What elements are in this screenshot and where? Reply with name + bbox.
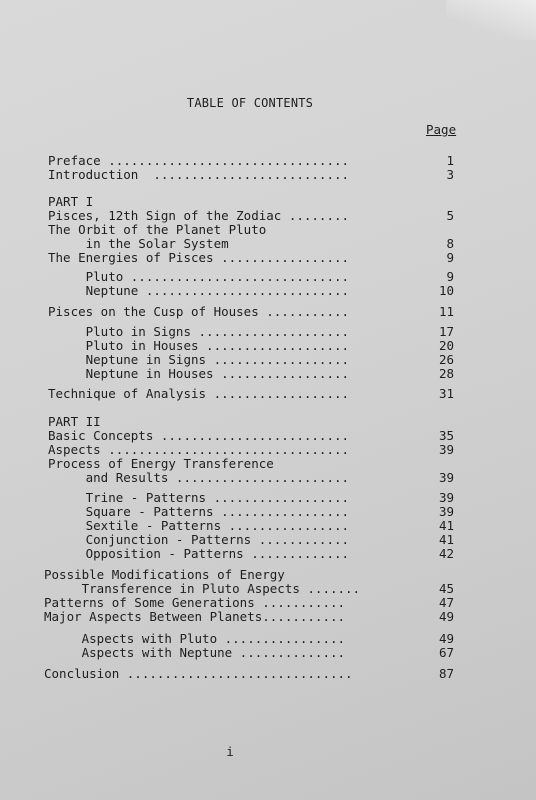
toc-entry-conjunction-patterns: Conjunction - Patterns ............ bbox=[48, 532, 350, 547]
toc-entry-pisces-cusp-houses: Pisces on the Cusp of Houses ........... bbox=[48, 304, 350, 319]
toc-page-neptune: 10 bbox=[438, 283, 454, 298]
toc-page-conjunction-patterns: 41 bbox=[438, 532, 454, 547]
toc-page-energies-of-pisces: 9 bbox=[446, 250, 454, 265]
toc-entry-neptune-in-houses: Neptune in Houses ................. bbox=[48, 366, 350, 381]
toc-page-pluto-in-signs: 17 bbox=[438, 324, 454, 339]
toc-entry-aspects-with-neptune: Aspects with Neptune .............. bbox=[44, 645, 346, 660]
toc-entry-pluto-in-houses: Pluto in Houses ................... bbox=[48, 338, 350, 353]
toc-page-neptune-in-houses: 28 bbox=[438, 366, 454, 381]
toc-entry-process-energy-transference: Process of Energy Transference bbox=[48, 456, 274, 471]
toc-page-pluto: 9 bbox=[446, 269, 454, 284]
toc-entry-opposition-patterns: Opposition - Patterns ............. bbox=[48, 546, 350, 561]
page-column-header: Page bbox=[426, 122, 457, 137]
toc-page-pisces-cusp-houses: 11 bbox=[438, 304, 454, 319]
toc-entry-aspects-with-pluto: Aspects with Pluto ................ bbox=[44, 631, 346, 646]
toc-page-aspects: 39 bbox=[438, 442, 454, 457]
toc-page-pluto-in-houses: 20 bbox=[438, 338, 454, 353]
toc-entry-neptune-in-signs: Neptune in Signs .................. bbox=[48, 352, 350, 367]
toc-page-conclusion: 87 bbox=[438, 666, 454, 681]
page-title: TABLE OF CONTENTS bbox=[186, 96, 314, 110]
toc-page-major-aspects: 49 bbox=[438, 609, 454, 624]
toc-entry-pisces-12th-sign: Pisces, 12th Sign of the Zodiac ........ bbox=[48, 208, 350, 223]
toc-entry-conclusion: Conclusion .............................. bbox=[44, 666, 353, 681]
toc-page-basic-concepts: 35 bbox=[438, 428, 454, 443]
toc-entry-sextile-patterns: Sextile - Patterns ................ bbox=[48, 518, 350, 533]
toc-entry-trine-patterns: Trine - Patterns .................. bbox=[48, 490, 350, 505]
toc-entry-neptune: Neptune ........................... bbox=[48, 283, 350, 298]
toc-page-square-patterns: 39 bbox=[438, 504, 454, 519]
page-corner-shade bbox=[446, 0, 536, 40]
toc-entry-introduction: Introduction .......................... bbox=[48, 167, 350, 182]
toc-entry-square-patterns: Square - Patterns ................. bbox=[48, 504, 350, 519]
toc-page-in-solar-system: 8 bbox=[446, 236, 454, 251]
toc-entry-possible-modifications: Possible Modifications of Energy bbox=[44, 567, 285, 582]
toc-entry-transference-pluto-aspects: Transference in Pluto Aspects ....... bbox=[44, 581, 361, 596]
toc-entry-and-results: and Results ....................... bbox=[48, 470, 350, 485]
toc-page-patterns-some-generations: 47 bbox=[438, 595, 454, 610]
toc-entry-aspects: Aspects ................................ bbox=[48, 442, 350, 457]
page-number-footer: i bbox=[226, 744, 234, 759]
toc-entry-pluto: Pluto ............................. bbox=[48, 269, 350, 284]
toc-part-one-heading: PART I bbox=[48, 194, 94, 209]
toc-page-and-results: 39 bbox=[438, 470, 454, 485]
toc-page-sextile-patterns: 41 bbox=[438, 518, 454, 533]
toc-entry-in-solar-system: in the Solar System bbox=[48, 236, 229, 251]
toc-page-aspects-with-pluto: 49 bbox=[438, 631, 454, 646]
toc-part-two-heading: PART II bbox=[48, 414, 101, 429]
toc-page-trine-patterns: 39 bbox=[438, 490, 454, 505]
toc-entry-technique-of-analysis: Technique of Analysis .................. bbox=[48, 386, 350, 401]
toc-entry-major-aspects: Major Aspects Between Planets........... bbox=[44, 609, 346, 624]
toc-page-opposition-patterns: 42 bbox=[438, 546, 454, 561]
toc-entry-orbit-of-pluto: The Orbit of the Planet Pluto bbox=[48, 222, 267, 237]
toc-entry-preface: Preface ................................ bbox=[48, 153, 350, 168]
toc-entry-pluto-in-signs: Pluto in Signs .................... bbox=[48, 324, 350, 339]
toc-entry-energies-of-pisces: The Energies of Pisces ................. bbox=[48, 250, 350, 265]
toc-page-transference-pluto-aspects: 45 bbox=[438, 581, 454, 596]
toc-page-preface: 1 bbox=[446, 153, 454, 168]
toc-page-technique-of-analysis: 31 bbox=[438, 386, 454, 401]
toc-page-aspects-with-neptune: 67 bbox=[438, 645, 454, 660]
toc-page-neptune-in-signs: 26 bbox=[438, 352, 454, 367]
toc-entry-basic-concepts: Basic Concepts ......................... bbox=[48, 428, 350, 443]
toc-page-pisces-12th-sign: 5 bbox=[446, 208, 454, 223]
toc-entry-patterns-some-generations: Patterns of Some Generations ........... bbox=[44, 595, 346, 610]
toc-page-introduction: 3 bbox=[446, 167, 454, 182]
